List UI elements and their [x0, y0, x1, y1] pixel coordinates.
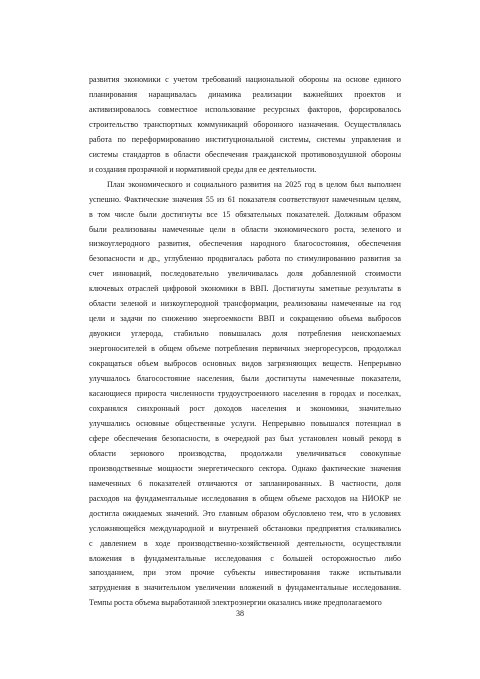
text-line: намеченных 6 показателей отличаются от запланированных. В частности, доля: [89, 478, 401, 488]
text-line: цели и задачи по снижению энергоемкости ВВП и сокращению объема выбросов: [89, 314, 401, 324]
text-line: развития экономики с учетом требований национальной обороны на основе единого: [89, 75, 401, 84]
text-line: системы стандартов в области обеспечения гражданской противовоздушной обороны: [89, 149, 401, 159]
text-line: счет инноваций, последовательно увеличивалась доля добавленной стоимости: [89, 269, 401, 279]
paragraph-2: [89, 178, 401, 612]
text-line: вложения в фундаментальные исследования с большей осторожностью либо: [89, 553, 401, 563]
text-line: затруднения в значительном увеличении вложений в фундаментальные исследования.: [89, 583, 401, 593]
text-line: сохранялся синхронный рост доходов населения и экономики, значительно: [89, 403, 401, 413]
paragraph-1: [89, 73, 401, 178]
text-line: безопасности и др., углубленно продвигалась работа по стимулированию развития за: [89, 254, 401, 264]
text-line: Темпы роста объема выработанной электроэнергии оказались ниже предполагаемого: [89, 598, 382, 608]
text-line: энергоносителей в общем объеме потребления первичных энергоресурсов, продолжал: [89, 344, 401, 354]
text-line: работа по переформированию институциональной системы, системы управления и: [89, 134, 401, 144]
text-line: улучшалось благосостояние населения, были достигнуты намеченные показатели,: [89, 374, 401, 384]
body-text: [89, 73, 401, 611]
text-line: области зеленой и низкоуглеродной трансформации, реализованы намеченные на год: [89, 299, 401, 309]
text-line: ключевых отраслей цифровой экономики в ВВП. Достигнуты заметные результаты в: [89, 284, 401, 294]
text-line: и создания прозрачной и нормативной среды для ее деятельности.: [89, 164, 317, 174]
text-line: были реализованы намеченные цели в области экономического роста, зеленого и: [89, 224, 401, 234]
text-line: сфере обеспечения безопасности, в очередной раз был установлен новый рекорд в: [89, 433, 401, 443]
text-line: производственные мощности энергетического сектора. Однако фактические значения: [89, 463, 401, 473]
text-line: сокращаться объем выбросов основных видов загрязняющих веществ. Непрерывно: [89, 359, 401, 369]
text-line: достигла ожидаемых значений. Это главным образом обусловлено тем, что в условиях: [89, 508, 401, 518]
text-line: запозданием, при этом прочие субъекты инвестирования также испытывали: [89, 568, 401, 578]
text-line: План экономического и социального развития на 2025 год в целом был выполнен: [107, 179, 401, 189]
text-line: в том числе были достигнуты все 15 обязательных показателей. Должным образом: [89, 209, 401, 219]
text-line: активизировалось совместное использование ресурсных факторов, форсировалось: [89, 104, 401, 114]
page-number: 38: [236, 609, 244, 618]
text-line: строительство транспортных коммуникаций оборонного назначения. Осуществлялась: [89, 119, 401, 129]
text-line: низкоуглеродного развития, обеспечения народного благосостояния, обеспечения: [89, 239, 401, 249]
text-line: успешно. Фактические значения 55 из 61 показателя соответствуют намеченным целям,: [89, 194, 401, 204]
text-line: двуокиси углерода, стабильно повышалась доля потребления неископаемых: [89, 329, 401, 339]
text-line: касающиеся прироста численности трудоустроенного населения в городах и поселках,: [89, 389, 401, 399]
text-line: расходов на фундаментальные исследования в общем объеме расходов на НИОКР не: [89, 493, 401, 503]
text-line: с давлением в ходе производственно-хозяйственной деятельности, осуществляли: [89, 538, 401, 548]
text-line: области зернового производства, продолжали увеличиваться совокупные: [89, 448, 401, 458]
text-line: планирования наращивалась динамика реализации важнейших проектов и: [89, 89, 401, 99]
text-line: улучшались основные общественные услуги. Непрерывно повышался потенциал в: [89, 418, 401, 428]
text-line: усложняющейся международной и внутренней обстановки предприятия сталкивались: [89, 523, 401, 533]
